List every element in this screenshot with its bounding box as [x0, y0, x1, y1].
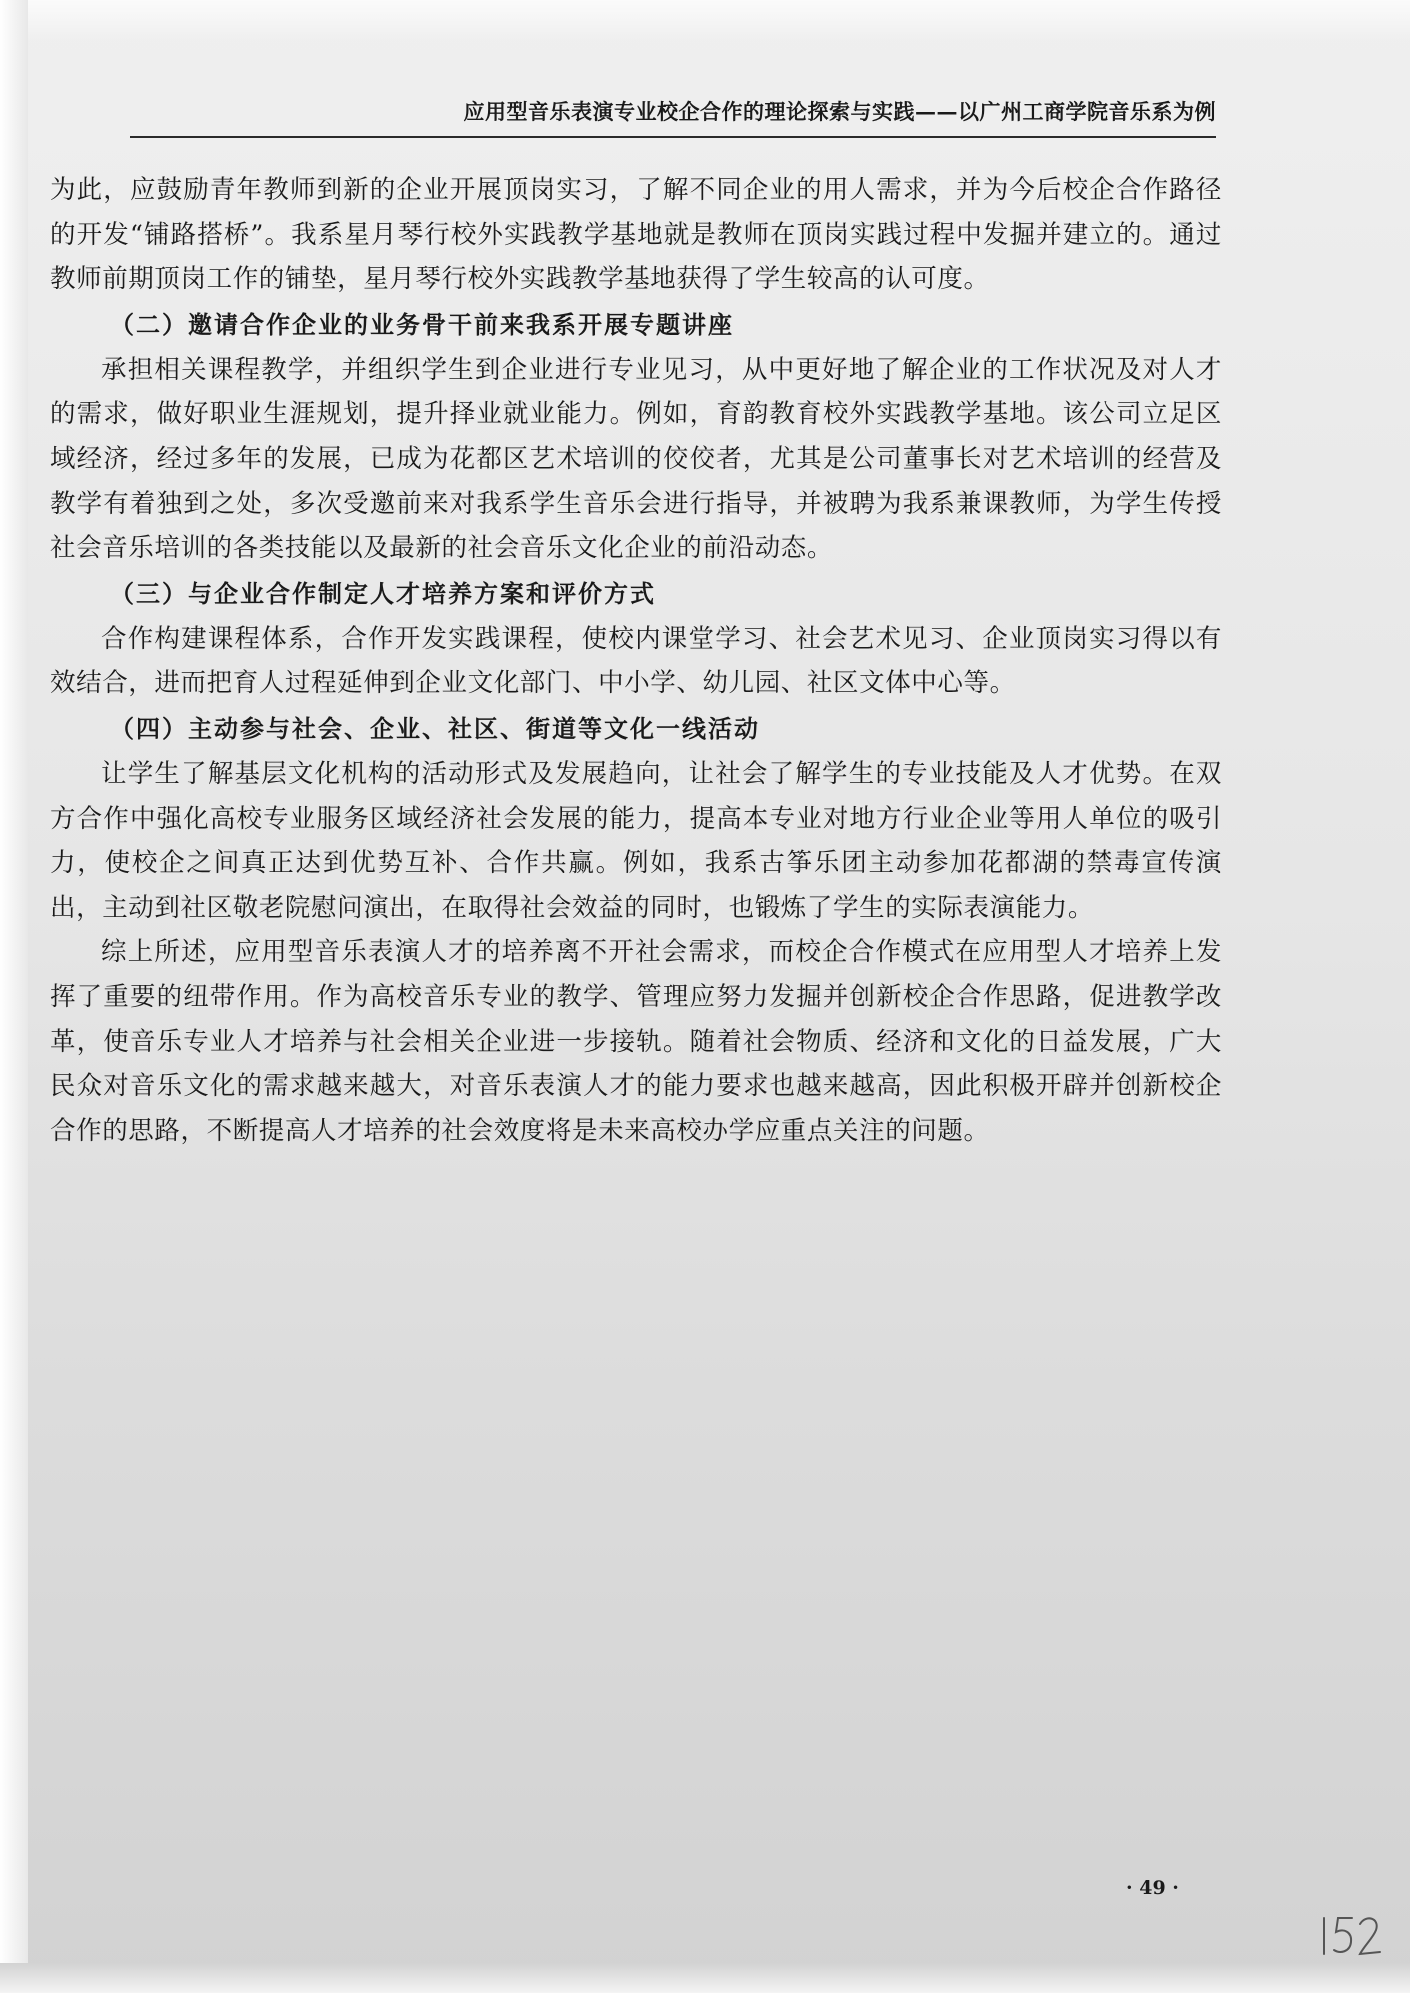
section-heading-2: （二）邀请合作企业的业务骨干前来我系开展专题讲座 — [110, 309, 734, 339]
paragraph-1: 为此，应鼓励青年教师到新的企业开展顶岗实习，了解不同企业的用人需求，并为今后校企合作路径的开发“铺路搭桥”。我系星月琴行校外实践教学基地就是教师在顶岗实践过程中发掘并建立的。通过教师前期顶岗工作的铺垫，星月琴行校外实践教学基地获得了学生较高的认可度。 — [50, 175, 1222, 295]
paragraph-3: 合作构建课程体系，合作开发实践课程，使校内课堂学习、社会艺术见习、企业顶岗实习得以有效结合，进而把育人过程延伸到企业文化部门、中小学、幼儿园、社区文体中心等。 — [50, 623, 1222, 699]
page-number: · 49 · — [1126, 1877, 1179, 1899]
paragraph-5: 综上所述，应用型音乐表演人才的培养离不开社会需求，而校企合作模式在应用型人才培养上发挥了重要的纽带作用。作为高校音乐专业的教学、管理应努力发掘并创新校企合作思路，促进教学改革，使音乐专业人才培养与社会相关企业进一步接轨。随着社会物质、经济和文化的日益发展，广大民众对音乐文化的需求越来越大，对音乐表演人才的能力要求也越来越高，因此积极开辟并创新校企合作的思路，不断提高人才培养的社会效度将是未来高校办学应重点关注的问题。 — [50, 937, 1222, 1146]
paragraph-4: 让学生了解基层文化机构的活动形式及发展趋向，让社会了解学生的专业技能及人才优势。在双方合作中强化高校专业服务区域经济社会发展的能力，提高本专业对地方行业企业等用人单位的吸引力，使校企之间真正达到优势互补、合作共赢。例如，我系古筝乐团主动参加花都湖的禁毒宣传演出，主动到社区敬老院慰问演出，在取得社会效益的同时，也锻炼了学生的实际表演能力。 — [50, 758, 1222, 923]
paragraph-2: 承担相关课程教学，并组织学生到企业进行专业见习，从中更好地了解企业的工作状况及对人才的需求，做好职业生涯规划，提升择业就业能力。例如，育韵教育校外实践教学基地。该公司立足区域经济，经过多年的发展，已成为花都区艺术培训的佼佼者，尤其是公司董事长对艺术培训的经营及教学有着独到之处，多次受邀前来对我系学生音乐会进行指导，并被聘为我系兼课教师，为学生传授社会音乐培训的各类技能以及最新的社会音乐文化企业的前沿动态。 — [50, 354, 1222, 564]
section-heading-3: （三）与企业合作制定人才培养方案和评价方式 — [110, 578, 656, 608]
scan-edge-bottom — [0, 1963, 1410, 1993]
scan-edge-top — [0, 0, 1410, 40]
running-header: 应用型音乐表演专业校企合作的理论探索与实践——以广州工商学院音乐系为例 — [130, 96, 1216, 138]
handwritten-page-mark-icon — [1316, 1910, 1386, 1958]
body-text — [50, 168, 1222, 1153]
scan-edge-left — [0, 0, 28, 1993]
section-heading-4: （四）主动参与社会、企业、社区、街道等文化一线活动 — [110, 713, 760, 743]
